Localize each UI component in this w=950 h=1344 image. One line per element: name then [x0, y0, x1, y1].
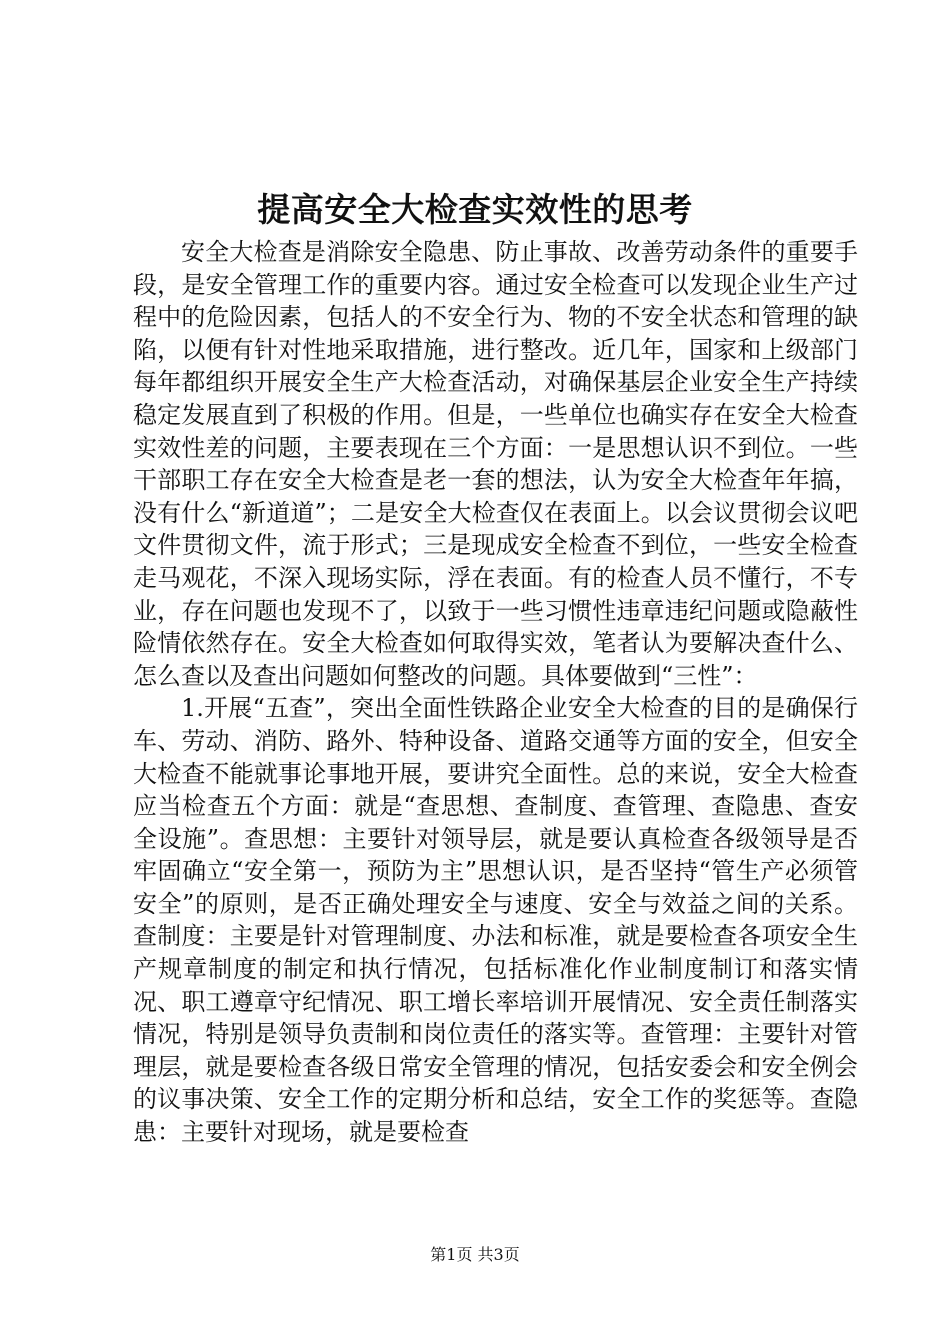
paragraph: 安全大检查是消除安全隐患、防止事故、改善劳动条件的重要手段，是安全管理工作的重要内容。通过安全检查可以发现企业生产过程中的危险因素，包括人的不安全行为、物的不安全状态和管理的缺陷，以便有针对性地采取措施，进行整改。近几年，国家和上级部门每年都组织开展安全生产大检查活动，对确保基层企业安全生产持续稳定发展直到了积极的作用。但是，一些单位也确实存在安全大检查实效性差的问题，主要表现在三个方面：一是思想认识不到位。一些干部职工存在安全大检查是老一套的想法，认为安全大检查年年搞，没有什么“新道道”；二是安全大检查仅在表面上。以会议贯彻会议吧文件贯彻文件，流于形式；三是现成安全检查不到位，一些安全检查走马观花，不深入现场实际，浮在表面。有的检查人员不懂行，不专业，存在问题也发现不了，以致于一些习惯性违章违纪问题或隐蔽性险情依然存在。安全大检查如何取得实效，笔者认为要解决查什么、怎么查以及查出问题如何整改的问题。具体要做到“三性”：: [133, 238, 858, 690]
document-title: 提高安全大检查实效性的思考: [257, 190, 693, 229]
page-number-footer: 第1页 共3页: [430, 1245, 520, 1264]
document-body: [133, 236, 858, 1149]
paragraph: 1.开展“五查”，突出全面性铁路企业安全大检查的目的是确保行车、劳动、消防、路外、特种设备、道路交通等方面的安全，但安全大检查不能就事论事地开展，要讲究全面性。总的来说，安全大检查应当检查五个方面：就是“查思想、查制度、查管理、查隐患、查安全设施”。查思想：主要针对领导层，就是要认真检查各级领导是否牢固确立“安全第一，预防为主”思想认识，是否坚持“管生产必须管安全”的原则，是否正确处理安全与速度、安全与效益之间的关系。查制度：主要是针对管理制度、办法和标准，就是要检查各项安全生产规章制度的制定和执行情况，包括标准化作业制度制订和落实情况、职工遵章守纪情况、职工增长率培训开展情况、安全责任制落实情况，特别是领导负责制和岗位责任的落实等。查管理：主要针对管理层，就是要检查各级日常安全管理的情况，包括安委会和安全例会的议事决策、安全工作的定期分析和总结，安全工作的奖惩等。查隐患：主要针对现场，就是要检查: [133, 694, 858, 1147]
